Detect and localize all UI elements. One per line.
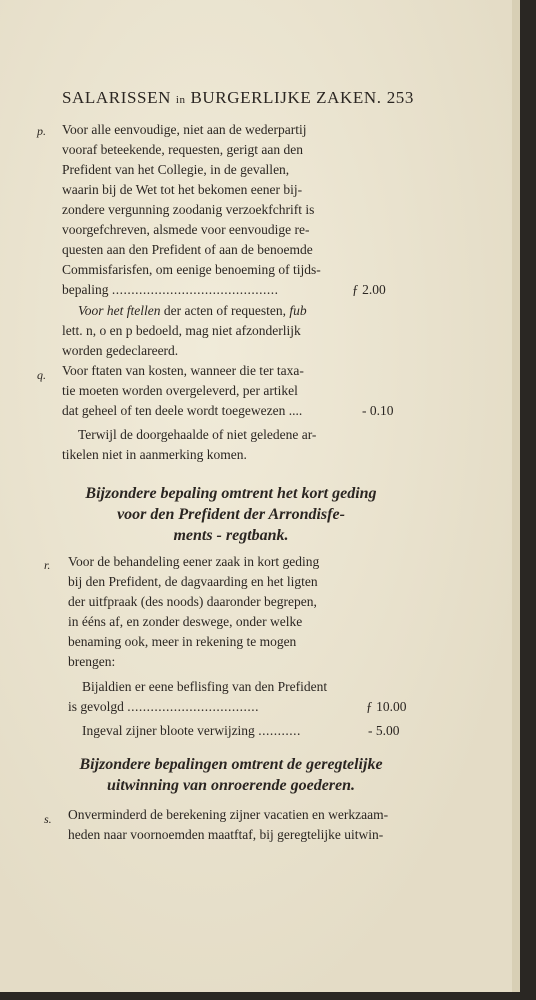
paragraph-line: questen aan den Prefident of aan de benoemde [62,242,313,257]
paragraph-line: benaming ook, meer in rekening te mogen [68,634,297,649]
running-header [62,88,414,108]
note-line: lett. n, o en p bedoeld, mag niet afzonderlijk [62,323,301,338]
fee-amount: ƒ 10.00 [366,699,407,714]
running-title [62,88,382,108]
paragraph-line: Onverminderd de berekening zijner vacatien en werkzaam- [68,807,389,822]
subitem-line-with-amount [68,700,259,714]
dot-leader: .................................. [127,699,259,714]
line-text: Ingeval zijner bloote verwijzing [82,723,255,738]
paragraph-line: Voor de behandeling eener zaak in kort geding [68,554,320,569]
section-heading-line: Bijzondere bepaling omtrent het kort geding [85,485,377,502]
page-edge [512,0,520,992]
paragraph-line: tie moeten worden overgeleverd, per artikel [62,383,298,398]
note-line [78,304,307,318]
paragraph-line: voorgefchreven, alsmede voor eenvoudige re- [62,222,310,237]
running-title-part: SALARISSEN [62,88,171,107]
note-line: tikelen niet in aanmerking komen. [62,447,247,462]
running-title-part: BURGERLIJKE ZAKEN. [190,88,382,107]
paragraph-line: dat geheel of ten deele wordt toegewezen .... [62,403,303,418]
note-italic: fub [289,303,307,318]
paragraph-line: waarin bij de Wet tot het bekomen eener bij- [62,182,303,197]
section-marker-r: r. [44,558,51,572]
running-title-part: in [175,94,186,106]
paragraph-line: vooraf beteekende, requesten, gerigt aan den [62,142,304,157]
note-line: worden gedeclareerd. [62,343,179,358]
section-marker-p: p. [37,124,46,138]
paragraph-line: Voor alle eenvoudige, niet aan de wederpartij [62,122,307,137]
section-heading-line: voor den Prefident der Arrondisfe- [117,506,345,523]
section-marker-q: q. [37,368,46,382]
subitem-line-with-amount [82,724,301,738]
paragraph-line: heden naar voornoemden maatftaf, bij geregtelijke uitwin- [68,827,384,842]
page-number: 253 [386,88,414,107]
section-heading-line: ments - regtbank. [173,527,289,544]
line-text: bepaling [62,282,109,297]
fee-amount: ƒ 2.00 [352,282,386,297]
section-heading-line: uitwinning van onroerende goederen. [106,777,356,794]
dot-leader: ........................................... [111,282,279,297]
paragraph-line: Voor ftaten van kosten, wanneer die ter taxa- [62,363,304,378]
section-heading-line: Bijzondere bepalingen omtrent de geregtelijke [79,756,383,773]
paragraph-line-with-amount [62,283,279,297]
paragraph-line: Prefident van het Collegie, in de gevallen, [62,162,290,177]
note-line: Terwijl de doorgehaalde of niet geledene ar- [78,427,317,442]
paragraph-line: zondere vergunning zoodanig verzoekfchrift is [62,202,315,217]
paragraph-line: brengen: [68,654,116,669]
paragraph-line: in ééns af, en zonder deswege, onder welke [68,614,303,629]
section-marker-s: s. [44,812,52,826]
paragraph-line: Commisfarisfen, om eenige benoeming of tijds- [62,262,321,277]
fee-amount: - 0.10 [362,403,394,418]
fee-amount: - 5.00 [368,723,400,738]
note-italic: Voor het ftellen [78,303,161,318]
paragraph-line: der uitfpraak (des noods) daaronder begrepen, [68,594,317,609]
note-text: der acten of requesten, [163,303,287,318]
dot-leader: ........... [258,723,301,738]
subitem-line: Bijaldien er eene beflisfing van den Prefident [82,679,328,694]
line-text: is gevolgd [68,699,124,714]
paragraph-line: bij den Prefident, de dagvaarding en het ligten [68,574,318,589]
